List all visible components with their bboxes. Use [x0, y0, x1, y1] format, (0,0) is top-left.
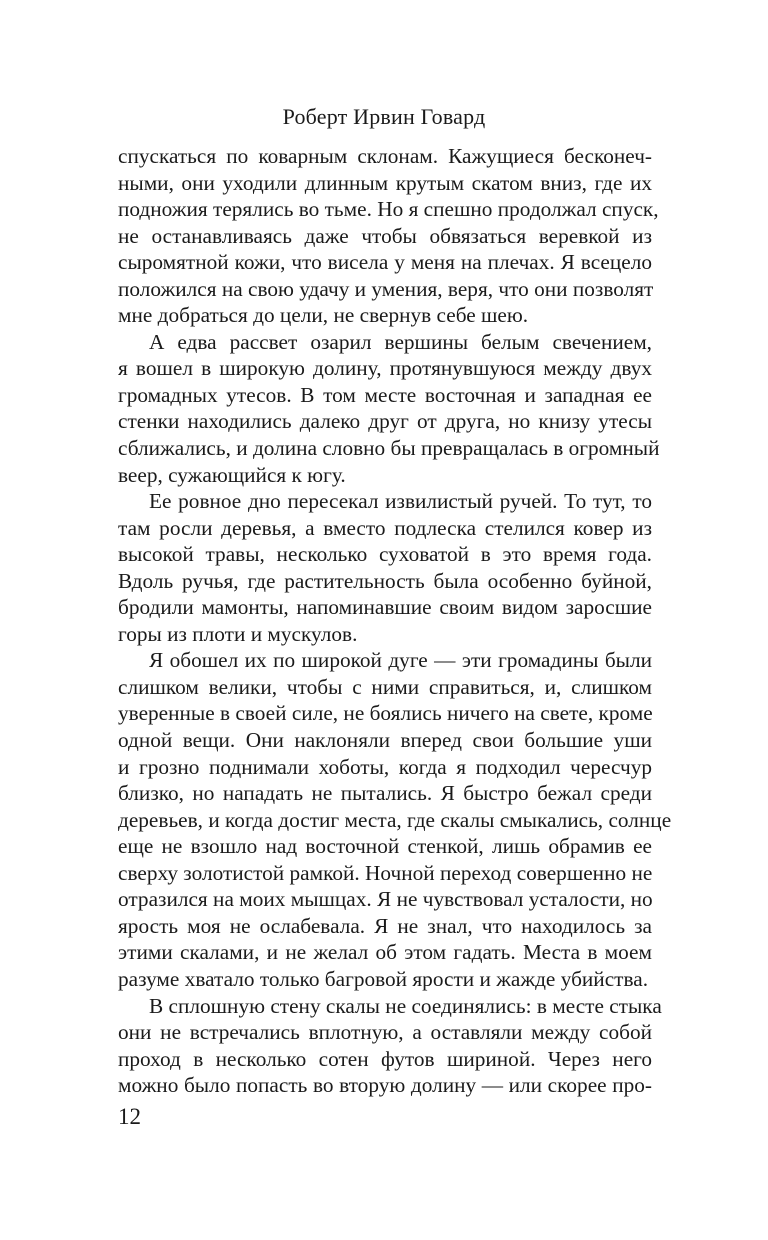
text-line: уверенные в своей силе, не боялись ничего на свете, кроме: [118, 701, 653, 726]
text-line: ными, они уходили длинным крутым скатом вниз, где их: [118, 170, 652, 195]
text-line: горы из плоти и мускулов.: [118, 621, 358, 646]
text-line: этими скалами, и не желал об этом гадать. Места в моем: [118, 940, 652, 965]
text-line: я вошел в широкую долину, протянувшуюся между двух: [118, 356, 652, 381]
text-line: еще не взошло над восточной стенкой, лишь обрамив ее: [118, 834, 652, 859]
text-line: веер, сужающийся к югу.: [118, 462, 346, 487]
text-line: они не встречались вплотную, а оставляли между собой: [118, 1020, 652, 1045]
text-line: там росли деревья, а вместо подлеска стелился ковер из: [118, 515, 652, 540]
running-head: Роберт Ирвин Говард: [282, 104, 486, 129]
text-line: слишком велики, чтобы с ними справиться, и, слишком: [118, 674, 652, 699]
text-line: подножия терялись во тьме. Но я спешно продолжал спуск,: [118, 197, 659, 222]
text-line: стенки находились далеко друг от друга, но книзу утесы: [118, 409, 652, 434]
text-line: сближались, и долина словно бы превращалась в огромный: [118, 436, 660, 461]
text-line: проход в несколько сотен футов шириной. Через него: [118, 1046, 652, 1071]
text-line: ярость моя не ослабевала. Я не знал, что находилось за: [118, 913, 652, 938]
text-line: близко, но нападать не пытались. Я быстро бежал среди: [118, 781, 652, 806]
text-line: положился на свою удачу и умения, веря, что они позволят: [118, 276, 654, 301]
text-line: и грозно поднимали хоботы, когда я подходил чересчур: [118, 754, 652, 779]
body-text: [118, 143, 672, 1099]
text-line: А едва рассвет озарил вершины белым свечением,: [149, 329, 652, 354]
page-number: 12: [118, 1104, 141, 1129]
text-line: спускаться по коварным склонам. Кажущиеся бесконеч-: [118, 144, 652, 168]
text-line: сыромятной кожи, что висела у меня на плечах. Я всецело: [118, 250, 652, 275]
text-line: высокой травы, несколько суховатой в это время года.: [118, 542, 652, 567]
text-line: Ее ровное дно пересекал извилистый ручей. То тут, то: [149, 489, 652, 514]
text-line: Я обошел их по широкой дуге — эти громадины были: [149, 648, 652, 673]
text-line: мне добраться до цели, не свернув себе шею.: [118, 303, 529, 328]
text-line: разуме хватало только багровой ярости и жажде убийства.: [118, 966, 649, 991]
text-line: В сплошную стену скалы не соединялись: в месте стыка: [149, 993, 662, 1018]
text-line: можно было попасть во вторую долину — или скорее про-: [118, 1073, 652, 1098]
text-line: деревьев, и когда достиг места, где скалы смыкались, солнце: [118, 807, 672, 832]
text-line: не останавливаясь даже чтобы обвязаться веревкой из: [118, 223, 652, 248]
text-line: бродили мамонты, напоминавшие своим видом заросшие: [118, 595, 652, 620]
text-line: отразился на моих мышцах. Я не чувствовал усталости, но: [118, 887, 653, 912]
text-line: сверху золотистой рамкой. Ночной переход совершенно не: [118, 860, 653, 885]
text-line: Вдоль ручья, где растительность была особенно буйной,: [118, 568, 652, 593]
text-line: громадных утесов. В том месте восточная и западная ее: [118, 382, 652, 407]
text-line: одной вещи. Они наклоняли вперед свои большие уши: [118, 728, 652, 753]
